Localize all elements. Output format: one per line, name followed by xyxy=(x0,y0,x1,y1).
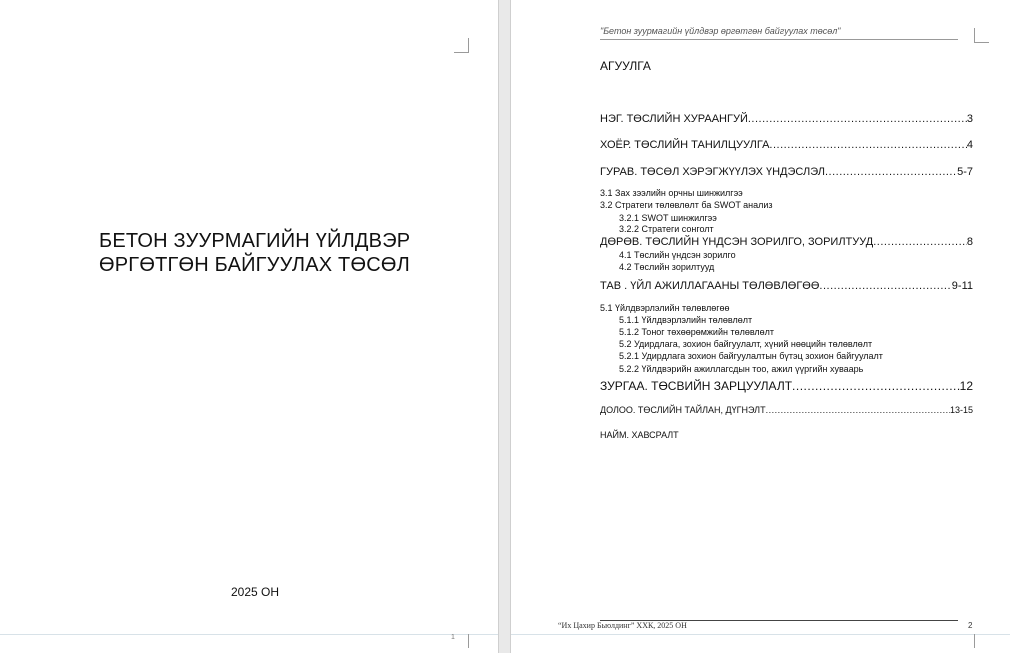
toc-leader-dots xyxy=(769,139,966,151)
contents-page xyxy=(511,0,1010,653)
footer-margin-line xyxy=(511,634,1010,635)
cover-page-number: 1 xyxy=(451,634,455,641)
toc-entry-page: 3 xyxy=(966,113,973,125)
toc-entry-text: ТАВ . ҮЙЛ АЖИЛЛАГААНЫ ТӨЛӨВЛӨГӨӨ xyxy=(600,280,820,292)
cover-title-line-1: БЕТОН ЗУУРМАГИЙН ҮЙЛДВЭР xyxy=(99,230,411,252)
margin-crop-mark xyxy=(974,634,989,648)
toc-leader-dots xyxy=(819,280,951,292)
contents-page-number: 2 xyxy=(968,621,973,630)
margin-crop-mark xyxy=(454,634,469,648)
toc-subentry[interactable]: 3.1 Зах зээлийн орчны шинжилгээ xyxy=(600,188,743,198)
toc-subentry[interactable]: 5.1.1 Үйлдвэрлэлийн төлөвлөлт xyxy=(619,315,753,325)
toc-subentry[interactable]: 3.2 Стратеги төлөвлөлт ба SWOT анализ xyxy=(600,200,773,210)
toc-leader-dots xyxy=(792,379,960,393)
toc-subentry[interactable]: 5.2.2 Үйлдвэрийн ажиллагсдын тоо, ажил үүргийн хуваарь xyxy=(619,364,864,374)
toc-subentry[interactable]: 5.1.2 Тоног төхөөрөмжийн төлөвлөлт xyxy=(619,327,775,337)
toc-entry-page: 9-11 xyxy=(951,280,973,292)
toc-entry[interactable] xyxy=(600,280,973,292)
toc-entry-page: 12 xyxy=(959,379,973,393)
cover-year: 2025 ОН xyxy=(231,585,280,599)
toc-entry-text: ЗУРГАА. ТӨСВИЙН ЗАРЦУУЛАЛТ xyxy=(600,379,793,393)
toc-entry-text: ДӨРӨВ. ТӨСЛИЙН ҮНДСЭН ЗОРИЛГО, ЗОРИЛТУУД xyxy=(600,236,874,248)
toc-entry-text: ДОЛОО. ТӨСЛИЙН ТАЙЛАН, ДҮГНЭЛТ xyxy=(600,405,766,415)
toc-subentry[interactable]: 5.2.1 Удирдлага зохион байгуулалтын бүтэц зохион байгуулалт xyxy=(619,351,883,361)
toc-subentry[interactable]: 5.1 Үйлдвэрлэлийн төлөвлөгөө xyxy=(600,303,730,313)
toc-entry-page: 5-7 xyxy=(957,166,973,178)
toc-entry-text: ГУРАВ. ТӨСӨЛ ХЭРЭГЖҮҮЛЭХ ҮНДЭСЛЭЛ xyxy=(600,166,825,178)
toc-entry[interactable] xyxy=(600,405,973,415)
toc-entry[interactable] xyxy=(600,166,973,178)
running-footer: “Их Цахир Бьюлдинг” ХХК, 2025 ОН xyxy=(558,621,687,630)
toc-subentry[interactable]: 4.1 Төслийн үндсэн зорилго xyxy=(619,250,736,260)
toc-leader-dots xyxy=(766,405,950,415)
toc-leader-dots xyxy=(748,113,967,125)
header-rule xyxy=(600,39,958,40)
toc-leader-dots xyxy=(873,236,967,248)
toc-entry-page: 8 xyxy=(966,236,973,248)
toc-subentry[interactable]: 5.2 Удирдлага, зохион байгуулалт, хүний нөөцийн төлөвлөлт xyxy=(619,339,873,349)
toc-entry-appendix[interactable]: НАЙМ. ХАВСРАЛТ xyxy=(600,430,679,440)
toc-entry-page: 4 xyxy=(966,139,973,151)
toc-subentry[interactable]: 3.2.2 Стратеги сонголт xyxy=(619,224,714,234)
footer-margin-line xyxy=(0,634,498,635)
running-header: "Бетон зуурмагийн үйлдвэр өргөтгөн байгуулах төсөл" xyxy=(600,26,841,36)
toc-entry-page: 13-15 xyxy=(949,405,973,415)
margin-crop-mark xyxy=(974,28,989,43)
toc-entry[interactable] xyxy=(600,139,973,151)
cover-title xyxy=(99,229,459,277)
toc-entry[interactable] xyxy=(600,113,973,125)
margin-crop-mark xyxy=(454,38,469,53)
toc-subentry[interactable]: 4.2 Төслийн зорилтууд xyxy=(619,262,715,272)
toc-subentry[interactable]: 3.2.1 SWOT шинжилгээ xyxy=(619,213,717,223)
toc-entry-text: ХОЁР. ТӨСЛИЙН ТАНИЛЦУУЛГА xyxy=(600,139,770,151)
toc-entry[interactable] xyxy=(600,236,973,248)
toc-leader-dots xyxy=(825,166,957,178)
toc-title: АГУУЛГА xyxy=(600,59,651,73)
cover-page xyxy=(0,0,498,653)
toc-entry[interactable] xyxy=(600,379,973,393)
toc-entry-text: НЭГ. ТӨСЛИЙН ХУРААНГУЙ xyxy=(600,113,748,125)
page-gap-edge xyxy=(498,0,499,653)
cover-title-line-2: ӨРГӨТГӨН БАЙГУУЛАХ ТӨСӨЛ xyxy=(99,254,410,276)
